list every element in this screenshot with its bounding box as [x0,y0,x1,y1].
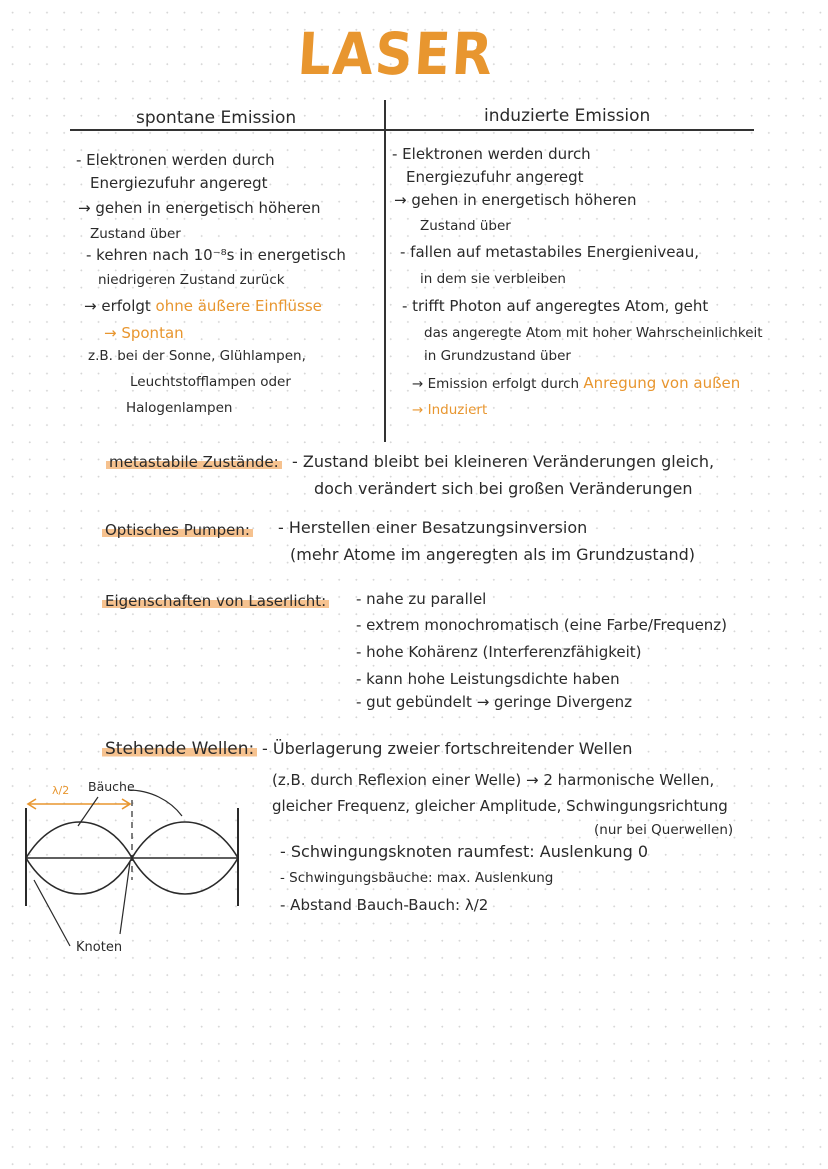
term-wellen-text: Stehende Wellen: [102,739,257,759]
knoten-label: Knoten [76,940,123,955]
metastabil-line: doch verändert sich bei großen Veränderungen [314,479,693,498]
left-line: - kehren nach 10⁻⁸s in energetisch [86,246,346,264]
wellen-line: (nur bei Querwellen) [594,822,734,838]
right-line-text: → Emission erfolgt durch [412,376,580,392]
baeuche-label: Bäuche [88,779,135,794]
left-line: Energiezufuhr angeregt [90,174,268,192]
right-line-highlight: Anregung von außen [583,374,741,392]
left-line: z.B. bei der Sonne, Glühlampen, [88,348,306,364]
eigenschaften-line: - kann hohe Leistungsdichte haben [356,670,620,688]
baeuche-pointer-1 [78,797,98,826]
left-line-highlight: ohne äußere Einflüsse [155,297,322,315]
eigenschaften-line: - gut gebündelt → geringe Divergenz [356,693,633,711]
wellen-line: - Überlagerung zweier fortschreitender Wellen [262,739,633,758]
left-line-spontan: → Spontan [104,324,184,342]
pumpen-line: - Herstellen einer Besatzungsinversion [278,518,588,537]
left-line: Halogenlampen [126,400,233,416]
baeuche-pointer-2 [128,790,182,816]
right-column-header: induzierte Emission [484,106,651,126]
lambda-half-label: λ/2 [52,784,70,797]
metastabil-line: - Zustand bleibt bei kleineren Veränderungen gleich, [292,452,715,471]
left-line-text: → erfolgt [84,297,151,315]
right-line: in Grundzustand über [424,348,571,364]
left-line: → gehen in energetisch höheren [78,199,321,217]
left-line: - Elektronen werden durch [76,151,275,169]
right-line: - trifft Photon auf angeregtes Atom, geht [402,297,709,315]
wellen-line: - Schwingungsbäuche: max. Auslenkung [280,870,554,886]
wellen-line: (z.B. durch Reflexion einer Welle) → 2 harmonische Wellen, [272,771,715,789]
right-line: - fallen auf metastabiles Energieniveau, [400,243,699,261]
eigenschaften-line: - nahe zu parallel [356,590,487,608]
right-line: → gehen in energetisch höheren [394,191,637,209]
wellen-line: gleicher Frequenz, gleicher Amplitude, Schwingungsrichtung [272,797,728,815]
term-pumpen-text: Optisches Pumpen: [102,521,253,539]
right-line: Zustand über [420,218,511,234]
page-title: LASER [295,20,497,88]
right-line: Energiezufuhr angeregt [406,168,584,186]
eigenschaften-line: - hohe Kohärenz (Interferenzfähigkeit) [356,643,642,661]
left-line: niedrigeren Zustand zurück [98,272,285,288]
term-metastabil-text: metastabile Zustände: [106,453,282,471]
pumpen-line: (mehr Atome im angeregten als im Grundzustand) [290,545,696,564]
wellen-line: - Abstand Bauch-Bauch: λ/2 [280,896,489,914]
eigenschaften-line: - extrem monochromatisch (eine Farbe/Frequenz) [356,616,728,634]
left-line: Leuchtstofflampen oder [130,374,291,390]
right-line: das angeregte Atom mit hoher Wahrscheinlichkeit [424,325,763,341]
right-line: - Elektronen werden durch [392,145,591,163]
term-eigenschaften-text: Eigenschaften von Laserlicht: [102,592,329,610]
wellen-line: - Schwingungsknoten raumfest: Auslenkung 0 [280,842,649,861]
knoten-pointer-1 [34,880,70,946]
right-line: in dem sie verbleiben [420,271,566,287]
left-line: Zustand über [90,226,181,242]
right-line-induziert: → Induziert [412,402,488,418]
left-column-header: spontane Emission [136,108,297,128]
